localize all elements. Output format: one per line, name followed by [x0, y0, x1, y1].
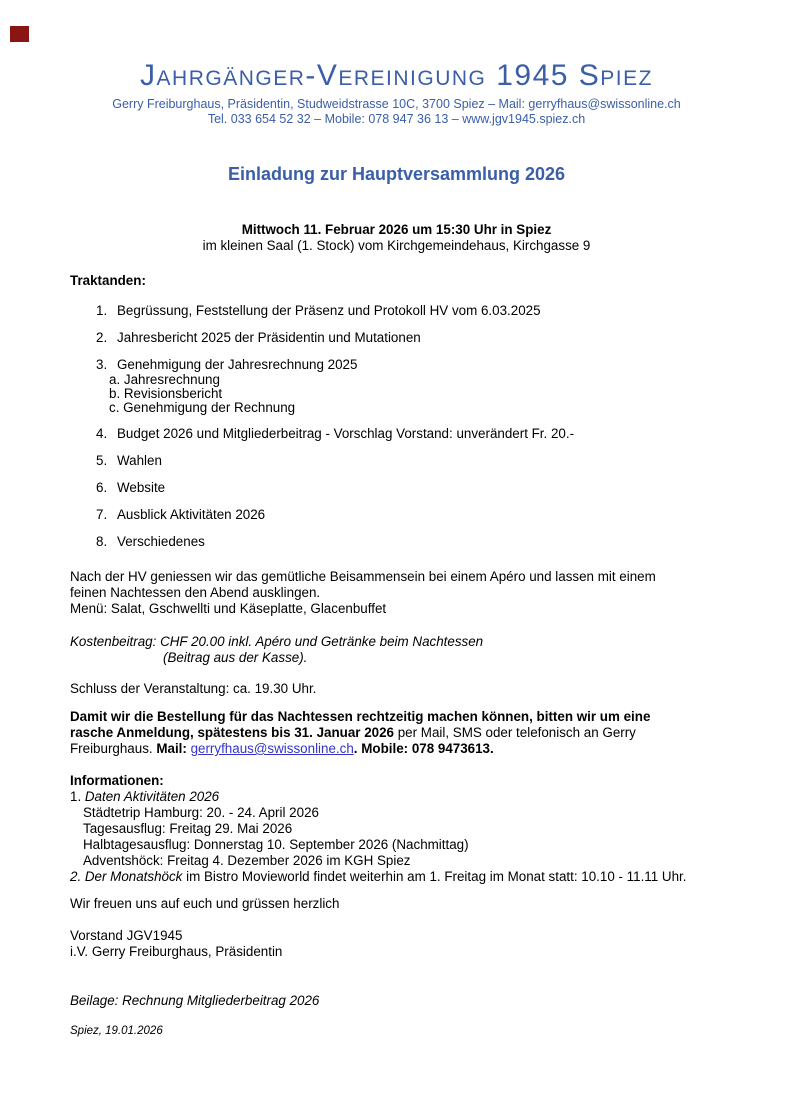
- info-item-1: [70, 789, 763, 805]
- text-segment: .: [353, 741, 362, 756]
- place-date-line: Spiez, 19.01.2026: [70, 1025, 163, 1037]
- info-item-1-title: Daten Aktivitäten 2026: [84, 789, 220, 804]
- text-segment: Freiburghaus.: [70, 741, 157, 756]
- cost-note-line-1: Kostenbeitrag: CHF 20.00 inkl. Apéro und Getränke beim Nachtessen: [70, 634, 484, 649]
- agenda-item-number: 6.: [96, 480, 108, 495]
- info-item-2-rest: im Bistro Movieworld findet weiterhin am 1. Freitag im Monat statt: 10.10 - 11.11 Uhr.: [182, 869, 687, 884]
- closing-time-line: Schluss der Veranstaltung: ca. 19.30 Uhr.: [70, 681, 317, 696]
- agenda-item-text: Website: [117, 480, 166, 495]
- agenda-item: [96, 534, 763, 550]
- agenda-item-text: Begrüssung, Feststellung der Präsenz und Protokoll HV vom 6.03.2025: [117, 303, 541, 318]
- letterhead: [0, 0, 793, 127]
- agenda-list: [70, 303, 763, 550]
- paragraph-line: Menü: Salat, Gschwellti und Käseplatte, Glacenbuffet: [70, 601, 387, 616]
- agenda-item: [96, 507, 763, 523]
- agenda-item: [96, 303, 763, 319]
- info-activity-line: Tagesausflug: Freitag 29. Mai 2026: [83, 821, 293, 836]
- info-item-2-lead: 2. Der Monatshöck: [70, 869, 183, 884]
- info-activity-lines: [70, 805, 763, 869]
- agenda-item-text: Jahresbericht 2025 der Präsidentin und Mutationen: [117, 330, 421, 345]
- agenda-sub-item: b. Revisionsbericht: [109, 386, 223, 401]
- email-link[interactable]: gerryfhaus@swissonline.ch: [190, 741, 354, 756]
- enclosure-line: Beilage: Rechnung Mitgliederbeitrag 2026: [70, 993, 320, 1008]
- text-segment: rasche Anmeldung, spätestens bis 31. Januar 2026: [70, 725, 394, 740]
- text-segment: Mail:: [156, 741, 191, 756]
- event-datetime: Mittwoch 11. Februar 2026 um 15:30 Uhr in Spiez: [241, 222, 552, 237]
- agenda-item-text: Wahlen: [117, 453, 162, 468]
- info-item-1-prefix: 1.: [70, 789, 85, 804]
- agenda-item: [96, 453, 763, 469]
- info-activity-line: Adventshöck: Freitag 4. Dezember 2026 im KGH Spiez: [83, 853, 411, 868]
- agenda-heading: Traktanden:: [70, 273, 146, 288]
- paragraph-line: feinen Nachtessen den Abend ausklingen.: [70, 585, 321, 600]
- letter-body: [0, 273, 793, 1039]
- info-item-2: [70, 869, 763, 885]
- red-corner-mark: [10, 26, 29, 42]
- agenda-item-number: 5.: [96, 453, 108, 468]
- agenda-sub-item: c. Genehmigung der Rechnung: [109, 400, 296, 415]
- org-title: Jahrgänger-Vereinigung 1945 Spiez: [140, 59, 653, 92]
- agenda-item-text: Ausblick Aktivitäten 2026: [117, 507, 266, 522]
- signature-org: Vorstand JGV1945: [70, 928, 183, 943]
- agenda-item-text: Verschiedenes: [117, 534, 205, 549]
- contact-line-2: Tel. 033 654 52 32 – Mobile: 078 947 36 13 – www.jgv1945.spiez.ch: [207, 112, 586, 126]
- agenda-item: [96, 426, 763, 442]
- paragraph-line: Nach der HV geniessen wir das gemütliche Beisammensein bei einem Apéro und lassen mit einem: [70, 569, 656, 584]
- registration-line: [70, 741, 763, 757]
- info-activity-line: Halbtagesausflug: Donnerstag 10. September 2026 (Nachmittag): [83, 837, 469, 852]
- cost-note-line-2: (Beitrag aus der Kasse).: [163, 650, 308, 665]
- document-title: Einladung zur Hauptversammlung 2026: [227, 164, 566, 184]
- text-segment: Mobile: 078 9473613.: [361, 741, 494, 756]
- agenda-item: [96, 330, 763, 346]
- agenda-item-number: 2.: [96, 330, 108, 345]
- event-location: im kleinen Saal (1. Stock) vom Kirchgemeindehaus, Kirchgasse 9: [202, 238, 591, 253]
- agenda-sub-item: a. Jahresrechnung: [109, 372, 220, 387]
- agenda-item-text: Genehmigung der Jahresrechnung 2025: [117, 357, 358, 372]
- event-details: [0, 222, 793, 254]
- contact-line-1: Gerry Freiburghaus, Präsidentin, Studweidstrasse 10C, 3700 Spiez – Mail: gerryfhaus@swissonline.ch: [112, 97, 681, 111]
- informationen-block: [70, 789, 763, 885]
- registration-line: [70, 709, 763, 725]
- text-segment: Damit wir die Bestellung für das Nachtessen rechtzeitig machen können, bitten wir um eine: [70, 709, 651, 724]
- registration-paragraph: [70, 709, 763, 757]
- registration-line: [70, 725, 763, 741]
- info-activity-line: Städtetrip Hamburg: 20. - 24. April 2026: [83, 805, 319, 820]
- agenda-item-number: 1.: [96, 303, 108, 318]
- signature-person: i.V. Gerry Freiburghaus, Präsidentin: [70, 944, 283, 959]
- agenda-item: [96, 357, 763, 415]
- agenda-item: [96, 480, 763, 496]
- agenda-item-text: Budget 2026 und Mitgliederbeitrag - Vorschlag Vorstand: unverändert Fr. 20.-: [117, 426, 575, 441]
- text-segment: per Mail, SMS oder telefonisch an Gerry: [394, 725, 636, 740]
- signature-block: [70, 928, 763, 960]
- agenda-item-number: 3.: [96, 357, 108, 372]
- agenda-item-number: 8.: [96, 534, 108, 549]
- agenda-item-number: 7.: [96, 507, 108, 522]
- greeting-line: Wir freuen uns auf euch und grüssen herzlich: [70, 896, 340, 911]
- after-hv-paragraph: [70, 569, 763, 617]
- cost-note: [70, 634, 763, 666]
- agenda-sub-list: [109, 373, 763, 415]
- agenda-item-number: 4.: [96, 426, 108, 441]
- informationen-heading: Informationen:: [70, 773, 164, 788]
